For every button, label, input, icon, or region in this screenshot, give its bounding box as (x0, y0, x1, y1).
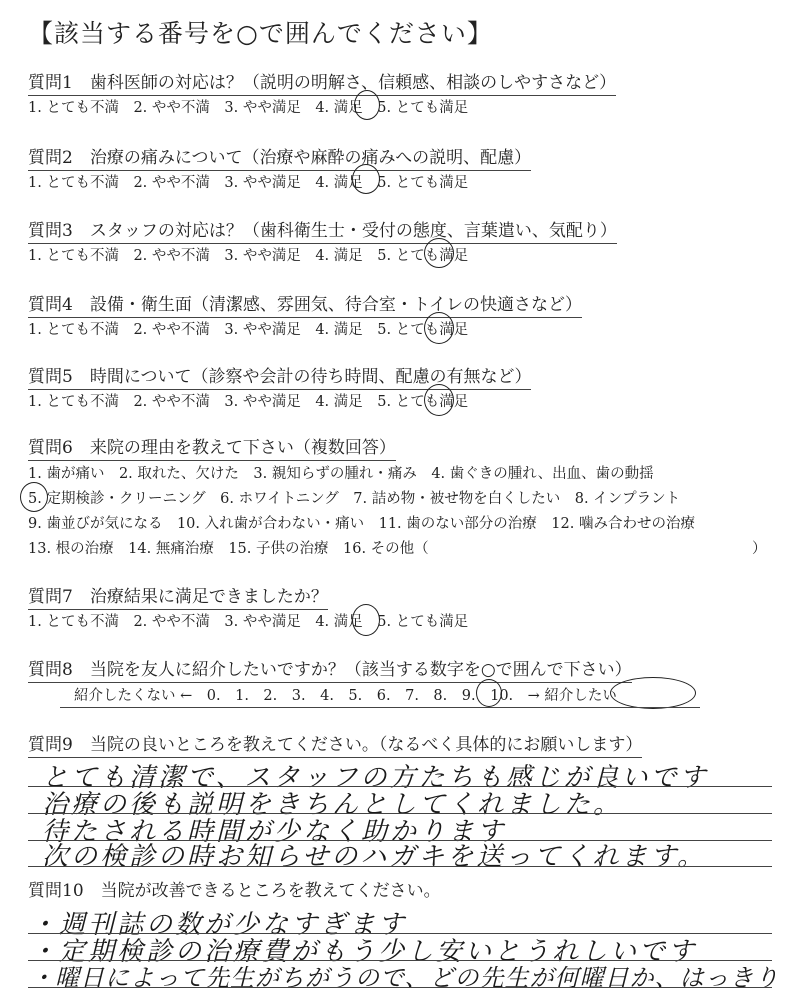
q9-writing-rule-4 (28, 866, 772, 867)
q10-answer-line-3[interactable]: ・曜日によって先生がちがうので、どの先生が何曜日か、はっきり (30, 964, 780, 992)
q8-scale-rule (60, 707, 700, 708)
q2-answer-circle (352, 164, 380, 194)
question-7: 質問7 治療結果に満足できましたか？ (28, 582, 328, 610)
q7-options[interactable]: 1. とても不満 2. やや不満 3. やや満足 4. 満足 5. とても満足 (28, 614, 469, 630)
question-9: 質問9 当院の良いところを教えてください。（なるべく具体的にお願いします） (28, 730, 642, 758)
question-1: 質問1 歯科医師の対応は？（説明の明解さ、信頼感、相談のしやすさなど） (28, 68, 616, 96)
q6-answer-circle (20, 482, 48, 512)
page-title: 【該当する番号を○で囲んでください】 (28, 19, 493, 48)
q1-options[interactable]: 1. とても不満 2. やや不満 3. やや満足 4. 満足 5. とても満足 (28, 100, 469, 116)
q5-answer-circle (424, 384, 454, 416)
question-10: 質問10 当院が改善できるところを教えてください。 (28, 881, 441, 901)
question-2: 質問2 治療の痛みについて（治療や麻酔の痛みへの説明、配慮） (28, 143, 531, 171)
q6-options-line-4[interactable]: 13. 根の治療 14. 無痛治療 15. 子供の治療 16. その他（ (28, 541, 429, 557)
question-8: 質問8 当院を友人に紹介したいですか？（該当する数字を○で囲んで下さい） (28, 655, 632, 683)
q9-answer-line-2[interactable]: 治療の後も説明をきちんとしてくれました。 (42, 790, 623, 820)
question-4: 質問4 設備・衛生面（清潔感、雰囲気、待合室・トイレの快適さなど） (28, 290, 582, 318)
question-5: 質問5 時間について（診察や会計の待ち時間、配慮の有無など） (28, 362, 531, 390)
q4-answer-circle (424, 312, 454, 344)
q2-options[interactable]: 1. とても不満 2. やや不満 3. やや満足 4. 満足 5. とても満足 (28, 175, 469, 191)
q10-writing-rule-3 (28, 987, 772, 988)
q9-answer-line-4[interactable]: 次の検診の時お知らせのハガキを送ってくれます。 (42, 842, 707, 872)
q6-other-close: ） (752, 541, 767, 557)
q1-answer-circle (354, 90, 380, 120)
question-3: 質問3 スタッフの対応は？（歯科衛生士・受付の態度、言葉遣い、気配り） (28, 216, 617, 244)
q8-scale[interactable]: 紹介したくない ← 0. 1. 2. 3. 4. 5. 6. 7. 8. 9. 10. → 紹介したい (74, 688, 617, 704)
q9-answer-line-1[interactable]: とても清潔で、スタッフの方たちも感じが良いです (42, 763, 709, 793)
q3-answer-circle (424, 238, 454, 268)
q6-options-line-1[interactable]: 1. 歯が痛い 2. 取れた、欠けた 3. 親知らずの腫れ・痛み 4. 歯ぐきの腫れ、出血、歯の動揺 (28, 466, 654, 482)
q8-answer-circle (476, 679, 502, 707)
q5-options[interactable]: 1. とても不満 2. やや不満 3. やや満足 4. 満足 5. とても満足 (28, 394, 469, 410)
question-6: 質問6 来院の理由を教えて下さい（複数回答） (28, 433, 396, 461)
q10-answer-line-1[interactable]: ・週刊誌の数が少なすぎます (30, 910, 408, 940)
q4-options[interactable]: 1. とても不満 2. やや不満 3. やや満足 4. 満足 5. とても満足 (28, 322, 469, 338)
q3-options[interactable]: 1. とても不満 2. やや不満 3. やや満足 4. 満足 5. とても満足 (28, 248, 469, 264)
q6-options-line-3[interactable]: 9. 歯並びが気になる 10. 入れ歯が合わない・痛い 11. 歯のない部分の治療 12. 噛み合わせの治療 (28, 516, 695, 532)
q9-answer-line-3[interactable]: 待たされる時間が少なく助かります (42, 817, 507, 847)
q6-options-line-2[interactable]: 5. 定期検診・クリーニング 6. ホワイトニング 7. 詰め物・被せ物を白くしたい 8. インプラント (28, 491, 681, 507)
q10-answer-line-2[interactable]: ・定期検診の治療費がもう少し安いとうれしいです (30, 937, 698, 967)
q7-answer-circle (352, 604, 380, 636)
q8-label-circle (610, 677, 696, 709)
